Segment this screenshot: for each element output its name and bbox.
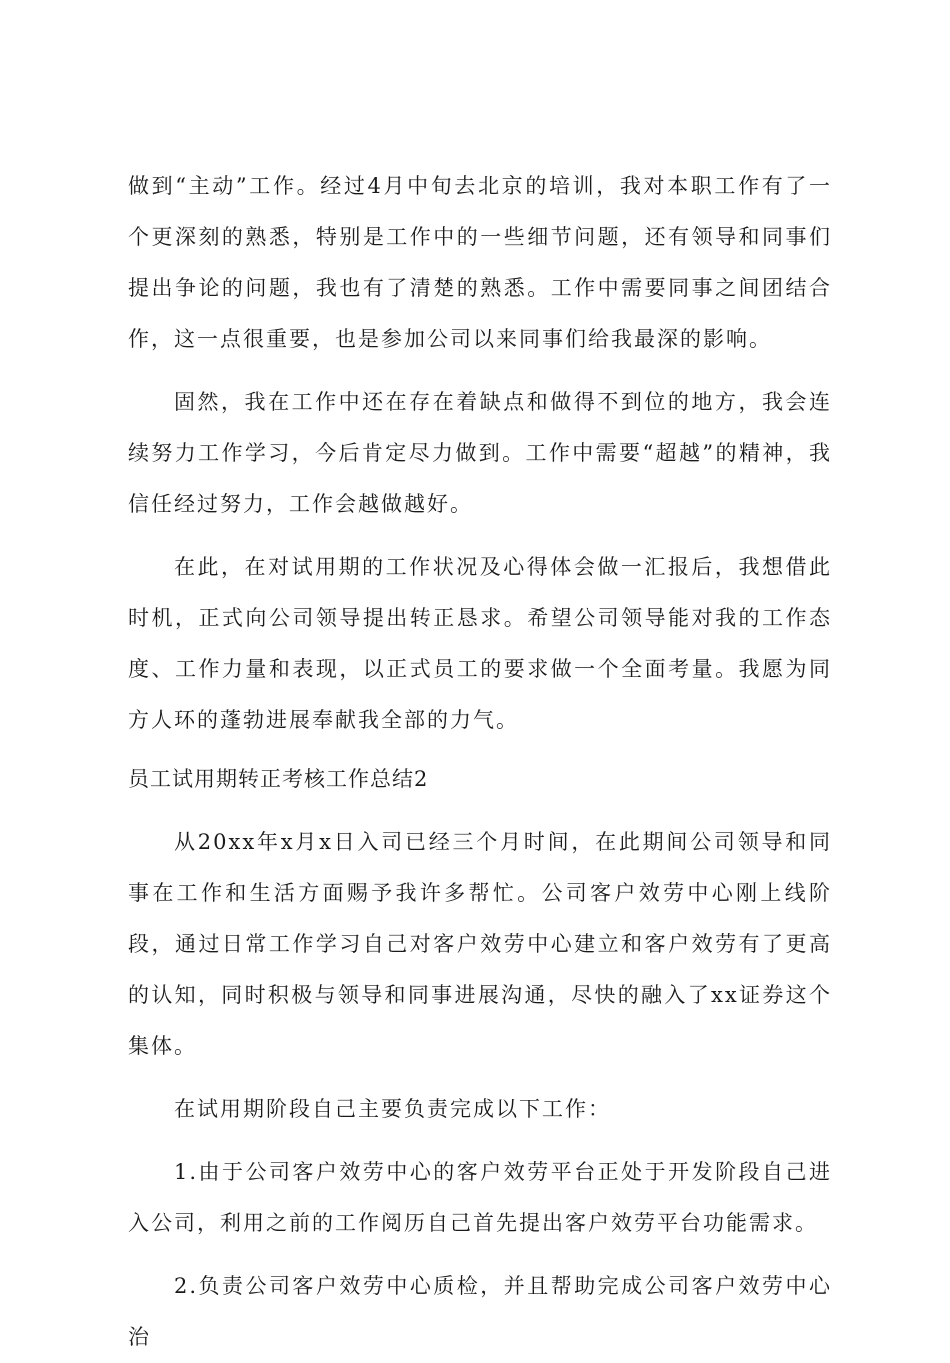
paragraph-duties-lead: 在试用期阶段自己主要负责完成以下工作：	[174, 1097, 611, 1121]
section-heading: 员工试用期转正考核工作总结2	[128, 767, 429, 791]
list-item-2: 2.负责公司客户效劳中心质检，并且帮助完成公司客户效劳中心治	[128, 1274, 832, 1349]
document-body	[128, 161, 832, 1363]
paragraph-continuation: 做到“主动”工作。经过4月中旬去北京的培训，我对本职工作有了一个更深刻的熟悉，特别是工作中的一些细节问题，还有领导和同事们提出争论的问题，我也有了清楚的熟悉。工作中需要同事之间团结合作，这一点很重要，也是参加公司以来同事们给我最深的影响。	[128, 174, 832, 351]
paragraph-request: 在此，在对试用期的工作状况及心得体会做一汇报后，我想借此时机，正式向公司领导提出转正恳求。希望公司领导能对我的工作态度、工作力量和表现，以正式员工的要求做一个全面考量。我愿为同方人环的蓬勃进展奉献我全部的力气。	[128, 555, 832, 732]
list-item-1: 1.由于公司客户效劳中心的客户效劳平台正处于开发阶段自己进入公司，利用之前的工作阅历自己首先提出客户效劳平台功能需求。	[128, 1160, 832, 1235]
paragraph-intro: 从20xx年x月x日入司已经三个月时间，在此期间公司领导和同事在工作和生活方面赐予我许多帮忙。公司客户效劳中心刚上线阶段，通过日常工作学习自己对客户效劳中心建立和客户效劳有了更高的认知，同时积极与领导和同事进展沟通，尽快的融入了xx证券这个集体。	[128, 830, 832, 1058]
paragraph-shortcomings: 固然，我在工作中还在存在着缺点和做得不到位的地方，我会连续努力工作学习，今后肯定尽力做到。工作中需要“超越”的精神，我信任经过努力，工作会越做越好。	[128, 390, 832, 516]
